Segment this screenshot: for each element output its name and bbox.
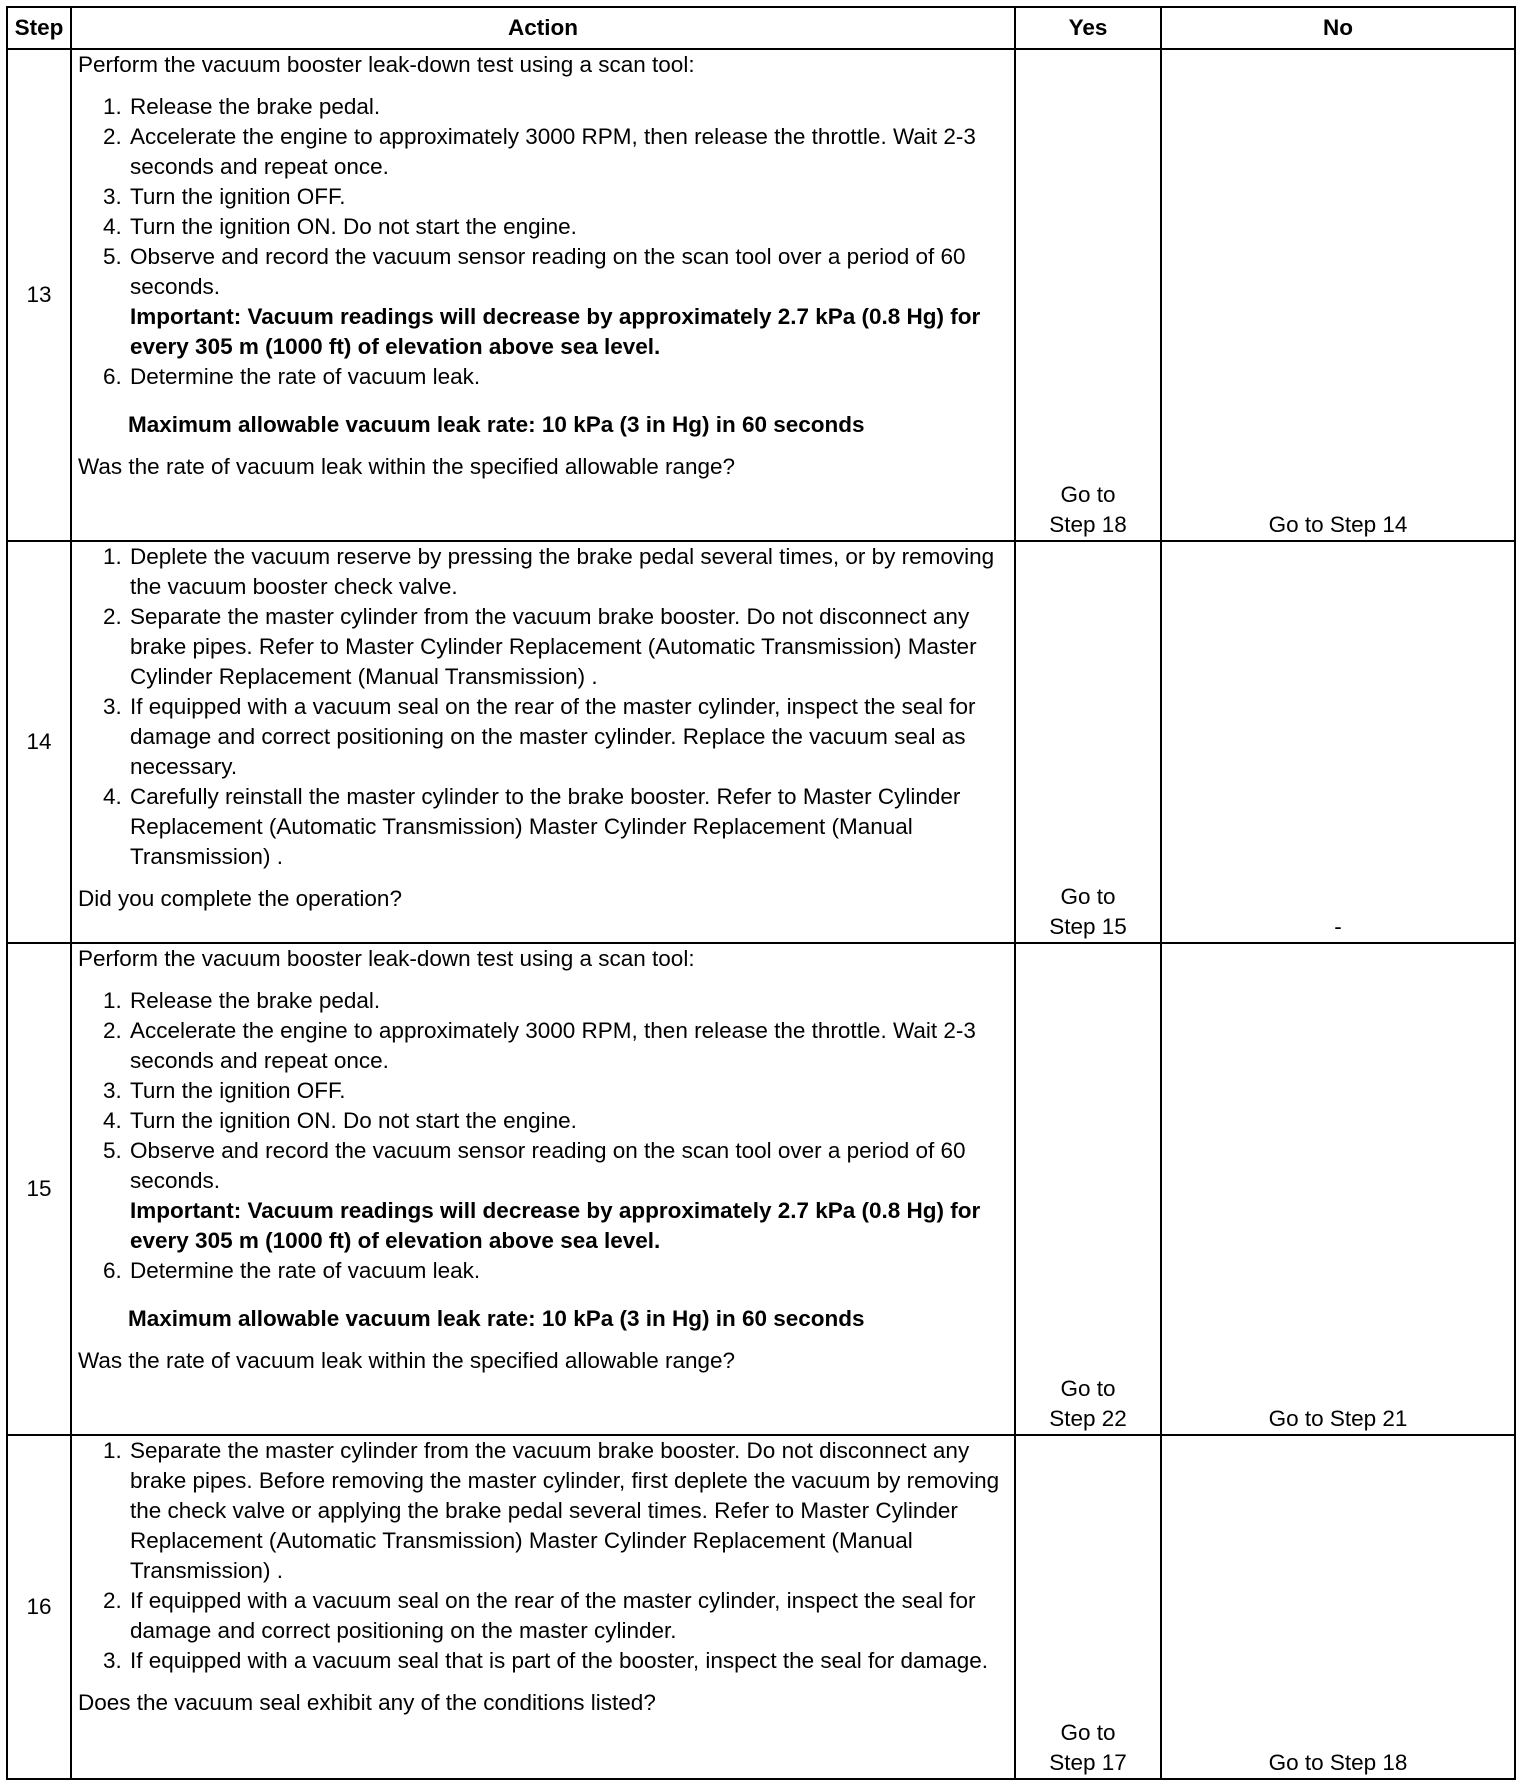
action-intro: Perform the vacuum booster leak-down test using a scan tool: <box>78 946 695 971</box>
action-steps <box>78 542 1008 872</box>
yes-go-to: Go to <box>1060 1720 1116 1745</box>
action-step-item: 2. Accelerate the engine to approximately 3000 RPM, then release the throttle. Wait 2-3 seconds and repeat once. <box>128 122 1008 182</box>
action-steps <box>78 1436 1008 1676</box>
step-number: 15 <box>7 943 71 1435</box>
action-step-item: 3. If equipped with a vacuum seal on the rear of the master cylinder, inspect the seal for damage and correct positioning on the master cylinder. Replace the vacuum seal as necessary. <box>128 692 1008 782</box>
action-step-text: Observe and record the vacuum sensor reading on the scan tool over a period of 60 seconds. <box>130 1138 966 1193</box>
yes-go-to: Go to <box>1060 482 1116 507</box>
action-step-item: 6. Determine the rate of vacuum leak. <box>128 1256 1008 1286</box>
yes-cell <box>1015 541 1161 943</box>
action-step-item <box>128 1136 1008 1256</box>
yes-go-to: Go to <box>1060 884 1116 909</box>
action-question: Was the rate of vacuum leak within the specified allowable range? <box>78 454 736 479</box>
no-cell: Go to Step 21 <box>1161 943 1515 1435</box>
action-step-item: 2. Separate the master cylinder from the vacuum brake booster. Do not disconnect any brake pipes. Refer to Master Cylinder Replacement (Automatic Transmission) Master Cylinder Replacement (Manual Transmission) . <box>128 602 1008 692</box>
step-number: 14 <box>7 541 71 943</box>
action-steps <box>78 92 1008 392</box>
action-steps <box>78 986 1008 1286</box>
action-step-item: 2. Accelerate the engine to approximately 3000 RPM, then release the throttle. Wait 2-3 seconds and repeat once. <box>128 1016 1008 1076</box>
table-row <box>7 1435 1515 1779</box>
action-step-item: 4. Turn the ignition ON. Do not start the engine. <box>128 1106 1008 1136</box>
diagnostic-table <box>6 6 1516 1780</box>
yes-cell <box>1015 1435 1161 1779</box>
spec-note: Maximum allowable vacuum leak rate: 10 kPa (3 in Hg) in 60 seconds <box>128 1306 865 1331</box>
header-step: Step <box>7 7 71 49</box>
header-yes: Yes <box>1015 7 1161 49</box>
action-question: Does the vacuum seal exhibit any of the conditions listed? <box>78 1690 656 1715</box>
action-question: Did you complete the operation? <box>78 886 402 911</box>
header-action: Action <box>71 7 1015 49</box>
action-step-item <box>128 242 1008 362</box>
header-row <box>7 7 1515 49</box>
action-step-item: 4. Carefully reinstall the master cylinder to the brake booster. Refer to Master Cylinder Replacement (Automatic Transmission) Master Cylinder Replacement (Manual Transmission) . <box>128 782 1008 872</box>
action-step-item: 2. If equipped with a vacuum seal on the rear of the master cylinder, inspect the seal for damage and correct positioning on the master cylinder. <box>128 1586 1008 1646</box>
important-note: Important: Vacuum readings will decrease by approximately 2.7 kPa (0.8 Hg) for every 305 m (1000 ft) of elevation above sea level. <box>130 304 981 359</box>
action-cell <box>71 1435 1015 1779</box>
action-step-item: 3. Turn the ignition OFF. <box>128 182 1008 212</box>
step-number: 16 <box>7 1435 71 1779</box>
action-question: Was the rate of vacuum leak within the specified allowable range? <box>78 1348 736 1373</box>
action-step-item: 1. Separate the master cylinder from the vacuum brake booster. Do not disconnect any brake pipes. Before removing the master cylinder, first deplete the vacuum by removing the check valve or applying the brake pedal several times. Refer to Master Cylinder Replacement (Automatic Transmission) Master Cylinder Replacement (Manual Transmission) . <box>128 1436 1008 1586</box>
yes-step: Step 18 <box>1049 512 1127 537</box>
important-note: Important: Vacuum readings will decrease by approximately 2.7 kPa (0.8 Hg) for every 305 m (1000 ft) of elevation above sea level. <box>130 1198 981 1253</box>
yes-step: Step 15 <box>1049 914 1127 939</box>
action-step-item: 1. Release the brake pedal. <box>128 92 1008 122</box>
yes-cell <box>1015 49 1161 541</box>
action-step-item: 3. Turn the ignition OFF. <box>128 1076 1008 1106</box>
yes-go-to: Go to <box>1060 1376 1116 1401</box>
action-step-item: 6. Determine the rate of vacuum leak. <box>128 362 1008 392</box>
action-step-item: 4. Turn the ignition ON. Do not start the engine. <box>128 212 1008 242</box>
header-no: No <box>1161 7 1515 49</box>
action-cell <box>71 541 1015 943</box>
action-cell <box>71 943 1015 1435</box>
action-cell <box>71 49 1015 541</box>
no-cell: Go to Step 18 <box>1161 1435 1515 1779</box>
no-cell: - <box>1161 541 1515 943</box>
action-step-item: 1. Deplete the vacuum reserve by pressing the brake pedal several times, or by removing the vacuum booster check valve. <box>128 542 1008 602</box>
table-row <box>7 943 1515 1435</box>
step-number: 13 <box>7 49 71 541</box>
yes-step: Step 22 <box>1049 1406 1127 1431</box>
no-cell: Go to Step 14 <box>1161 49 1515 541</box>
yes-step: Step 17 <box>1049 1750 1127 1775</box>
action-step-text: Observe and record the vacuum sensor reading on the scan tool over a period of 60 seconds. <box>130 244 966 299</box>
action-intro: Perform the vacuum booster leak-down test using a scan tool: <box>78 52 695 77</box>
table-row <box>7 49 1515 541</box>
yes-cell <box>1015 943 1161 1435</box>
spec-note: Maximum allowable vacuum leak rate: 10 kPa (3 in Hg) in 60 seconds <box>128 412 865 437</box>
action-step-item: 3. If equipped with a vacuum seal that is part of the booster, inspect the seal for damage. <box>128 1646 1008 1676</box>
action-step-item: 1. Release the brake pedal. <box>128 986 1008 1016</box>
table-row <box>7 541 1515 943</box>
